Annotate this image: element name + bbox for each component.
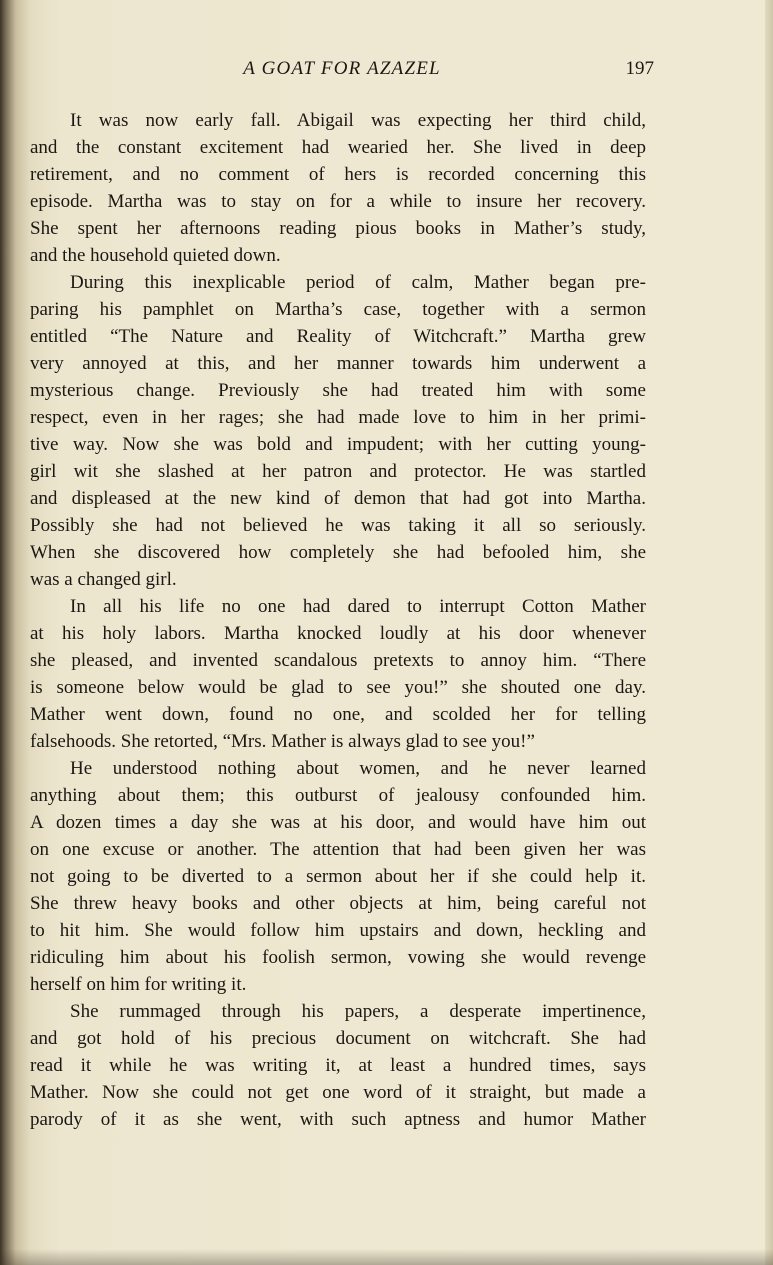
text-line: Mather went down, found no one, and scolded her for telling: [30, 704, 646, 725]
running-head-title: A GOAT FOR AZAZEL: [243, 58, 441, 79]
text-line: She rummaged through his papers, a desperate impertinence,: [70, 1001, 646, 1022]
text-line: During this inexplicable period of calm, Mather began pre-: [70, 272, 646, 293]
text-line: episode. Martha was to stay on for a while to insure her recovery.: [30, 191, 646, 212]
page-bottom-shadow: [0, 1249, 773, 1265]
text-line: mysterious change. Previously she had treated him with some: [30, 380, 646, 401]
text-line: to hit him. She would follow him upstairs and down, heckling and: [30, 920, 646, 941]
text-line: It was now early fall. Abigail was expecting her third child,: [70, 110, 646, 131]
text-line: and the household quieted down.: [30, 245, 281, 266]
text-line: not going to be diverted to a sermon about her if she could help it.: [30, 866, 646, 887]
text-line: ridiculing him about his foolish sermon, vowing she would revenge: [30, 947, 646, 968]
text-line: and got hold of his precious document on witchcraft. She had: [30, 1028, 646, 1049]
text-line: A dozen times a day she was at his door, and would have him out: [30, 812, 646, 833]
text-line: She threw heavy books and other objects at him, being careful not: [30, 893, 646, 914]
text-line: was a changed girl.: [30, 569, 177, 590]
text-line: When she discovered how completely she had befooled him, she: [30, 542, 646, 563]
text-line: Mather. Now she could not get one word of it straight, but made a: [30, 1082, 646, 1103]
text-line: anything about them; this outburst of jealousy confounded him.: [30, 785, 646, 806]
text-line: on one excuse or another. The attention that had been given her was: [30, 839, 646, 860]
text-line: She spent her afternoons reading pious books in Mather’s study,: [30, 218, 646, 239]
text-line: read it while he was writing it, at least a hundred times, says: [30, 1055, 646, 1076]
text-line: Possibly she had not believed he was taking it all so seriously.: [30, 515, 646, 536]
text-line: at his holy labors. Martha knocked loudly at his door whenever: [30, 623, 646, 644]
page-number: 197: [625, 58, 654, 79]
text-line: herself on him for writing it.: [30, 974, 247, 995]
text-line: entitled “The Nature and Reality of Witchcraft.” Martha grew: [30, 326, 646, 347]
text-line: girl wit she slashed at her patron and protector. He was startled: [30, 461, 646, 482]
text-line: and the constant excitement had wearied her. She lived in deep: [30, 137, 646, 158]
text-line: In all his life no one had dared to interrupt Cotton Mather: [70, 596, 646, 617]
text-line: respect, even in her rages; she had made love to him in her primi-: [30, 407, 646, 428]
text-line: falsehoods. She retorted, “Mrs. Mather is always glad to see you!”: [30, 731, 535, 752]
text-line: paring his pamphlet on Martha’s case, together with a sermon: [30, 299, 646, 320]
text-line: she pleased, and invented scandalous pretexts to annoy him. “There: [30, 650, 646, 671]
text-line: He understood nothing about women, and he never learned: [70, 758, 646, 779]
text-line: and displeased at the new kind of demon that had got into Martha.: [30, 488, 646, 509]
text-line: retirement, and no comment of hers is recorded concerning this: [30, 164, 646, 185]
body-text: [30, 107, 646, 1133]
text-line: is someone below would be glad to see you!” she shouted one day.: [30, 677, 646, 698]
text-line: tive way. Now she was bold and impudent; with her cutting young-: [30, 434, 646, 455]
running-header: [32, 58, 652, 84]
text-line: parody of it as she went, with such aptness and humor Mather: [30, 1109, 646, 1130]
page-edge: [765, 0, 773, 1265]
text-line: very annoyed at this, and her manner towards him underwent a: [30, 353, 646, 374]
